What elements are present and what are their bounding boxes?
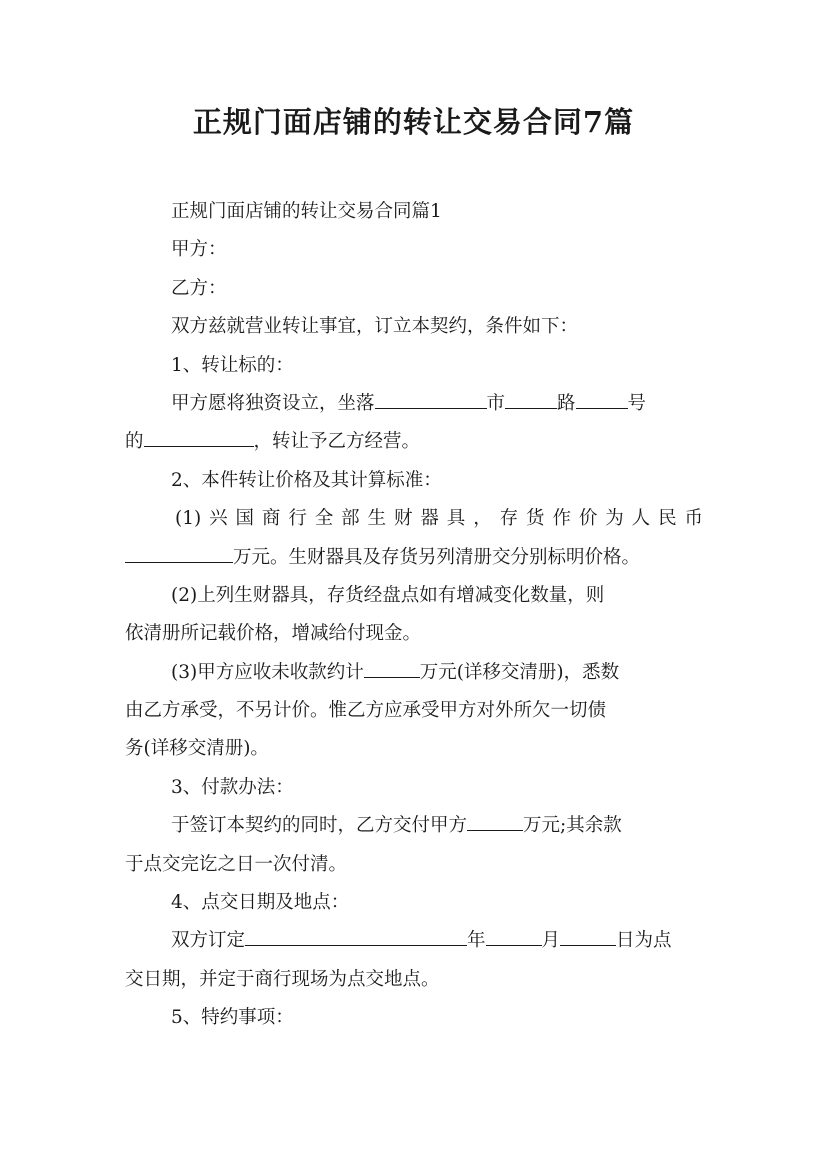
clause-3-line-1 — [125, 807, 703, 845]
fill-blank — [125, 540, 233, 563]
clause-text: 路 — [557, 392, 576, 414]
clause-text: 月 — [541, 930, 561, 952]
fill-blank — [144, 424, 254, 447]
clause-4-heading: 4、点交日期及地点： — [171, 892, 350, 914]
clause-2-2-line-1: (2)上列生财器具，存货经盘点如有增减变化数量，则 — [171, 584, 605, 606]
fill-blank — [560, 923, 616, 946]
clause-2-1-line-2 — [125, 539, 703, 577]
clause-1-line-1 — [125, 385, 703, 423]
clause-text: 万元;其余款 — [523, 815, 622, 837]
clause-text: 市 — [486, 392, 506, 414]
clause-text: 号 — [627, 392, 647, 414]
clause-text: 的 — [125, 431, 144, 453]
clause-text: 双方订定 — [171, 930, 246, 952]
clause-text: 万元(详移交清册)，悉数 — [419, 661, 620, 683]
clause-1-heading: 1、转让标的： — [171, 354, 294, 376]
clause-text: 年 — [467, 930, 486, 952]
clause-text: 于签订本契约的同时，乙方交付甲方 — [171, 815, 468, 837]
fill-blank — [245, 923, 467, 946]
clause-text: 日为点 — [616, 930, 672, 952]
clause-3-line-2: 于点交完讫之日一次付清。 — [125, 853, 348, 875]
party-b-label: 乙方： — [171, 277, 227, 299]
clause-2-heading: 2、本件转让价格及其计算标准： — [171, 469, 442, 491]
clause-4-line-2: 交日期，并定于商行现场为点交地点。 — [125, 968, 440, 990]
clause-2-3-line-2: 由乙方承受，不另计价。惟乙方应承受甲方对外所欠一切债 — [125, 700, 607, 722]
party-a-label: 甲方： — [171, 239, 227, 261]
section-heading: 正规门面店铺的转让交易合同篇1 — [171, 201, 442, 222]
clause-text: 万元。生财器具及存货另列清册交分别标明价格。 — [233, 546, 641, 568]
clause-2-3-line-3: 务(详移交清册)。 — [125, 738, 269, 760]
fill-blank — [576, 386, 628, 409]
fill-blank — [364, 655, 420, 678]
clause-2-1-line-1: (1)兴国商行全部生财器具，存货作价为人民币 — [175, 508, 703, 530]
clause-2-3-line-1 — [125, 654, 703, 692]
intro-paragraph: 双方兹就营业转让事宜，订立本契约，条件如下： — [171, 316, 579, 338]
fill-blank — [505, 386, 557, 409]
document-title: 正规门面店铺的转让交易合同7篇 — [192, 105, 635, 139]
clause-2-2-line-2: 依清册所记载价格，增减给付现金。 — [125, 623, 422, 645]
clause-text: (3)甲方应收未收款约计 — [171, 661, 364, 683]
fill-blank — [467, 808, 523, 831]
clause-text: 甲方愿将独资设立，坐落 — [171, 392, 375, 414]
document-body — [125, 193, 703, 1038]
clause-5-heading: 5、特约事项： — [171, 1007, 294, 1029]
fill-blank — [486, 923, 542, 946]
clause-text: ，转让予乙方经营。 — [253, 431, 421, 453]
clause-1-line-2 — [125, 423, 703, 461]
fill-blank — [375, 386, 487, 409]
clause-3-heading: 3、付款办法： — [171, 776, 294, 798]
clause-4-line-1 — [125, 922, 703, 960]
